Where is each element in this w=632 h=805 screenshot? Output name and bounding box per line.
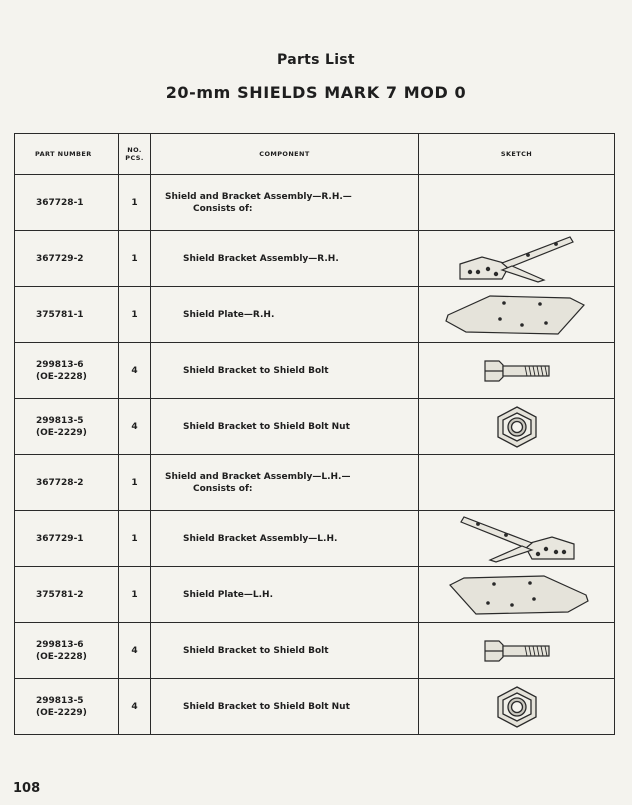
bolt-sketch-icon bbox=[419, 636, 614, 666]
component-cell bbox=[151, 623, 419, 679]
sketch-cell bbox=[419, 623, 615, 679]
pieces-count: 1 bbox=[119, 567, 151, 623]
part-number: 375781-2 bbox=[36, 589, 84, 600]
table-header-row bbox=[15, 134, 615, 175]
component-cell bbox=[151, 343, 419, 399]
header-pcs-line1: NO. bbox=[127, 146, 142, 154]
part-alt-number: (OE-2228) bbox=[36, 371, 87, 382]
part-number-cell bbox=[15, 287, 119, 343]
component-name: Shield Bracket to Shield Bolt bbox=[183, 365, 329, 376]
pieces-count: 1 bbox=[119, 511, 151, 567]
page-number: 108 bbox=[13, 781, 41, 796]
table-row bbox=[15, 231, 615, 287]
part-number: 299813-6 bbox=[36, 639, 84, 650]
component-cell bbox=[151, 679, 419, 735]
header-sketch: SKETCH bbox=[419, 134, 615, 175]
table-row bbox=[15, 623, 615, 679]
component-name: Shield Bracket Assembly—L.H. bbox=[183, 533, 338, 544]
component-name: Shield and Bracket Assembly—L.H.— bbox=[165, 471, 351, 482]
parts-table bbox=[14, 133, 615, 735]
header-part-number: PART NUMBER bbox=[15, 134, 119, 175]
plate-lh-sketch-icon bbox=[419, 573, 614, 617]
part-number-cell bbox=[15, 231, 119, 287]
table-row bbox=[15, 343, 615, 399]
sketch-cell bbox=[419, 231, 615, 287]
sketch-cell bbox=[419, 567, 615, 623]
sketch-cell bbox=[419, 679, 615, 735]
sketch-cell bbox=[419, 343, 615, 399]
part-number-cell bbox=[15, 175, 119, 231]
part-number: 367728-1 bbox=[36, 197, 84, 208]
pieces-count: 1 bbox=[119, 287, 151, 343]
part-number-cell bbox=[15, 399, 119, 455]
part-number: 299813-5 bbox=[36, 695, 84, 706]
part-number-cell bbox=[15, 567, 119, 623]
pieces-count: 4 bbox=[119, 679, 151, 735]
component-name: Shield Bracket to Shield Bolt bbox=[183, 645, 329, 656]
component-name: Shield Bracket to Shield Bolt Nut bbox=[183, 701, 350, 712]
nut-sketch-icon bbox=[419, 405, 614, 449]
component-note: Consists of: bbox=[193, 203, 253, 214]
table-row bbox=[15, 679, 615, 735]
component-cell bbox=[151, 231, 419, 287]
page-title: Parts List bbox=[277, 52, 355, 68]
part-number-cell bbox=[15, 455, 119, 511]
bracket-rh-sketch-icon bbox=[419, 234, 614, 284]
component-cell bbox=[151, 287, 419, 343]
bolt-sketch-icon bbox=[419, 356, 614, 386]
pieces-count: 1 bbox=[119, 231, 151, 287]
part-alt-number: (OE-2228) bbox=[36, 651, 87, 662]
sketch-cell bbox=[419, 511, 615, 567]
sketch-cell bbox=[419, 287, 615, 343]
pieces-count: 4 bbox=[119, 343, 151, 399]
component-cell bbox=[151, 455, 419, 511]
plate-rh-sketch-icon bbox=[419, 293, 614, 337]
component-cell bbox=[151, 567, 419, 623]
pieces-count: 1 bbox=[119, 455, 151, 511]
component-name: Shield Bracket Assembly—R.H. bbox=[183, 253, 339, 264]
table-row bbox=[15, 287, 615, 343]
component-cell bbox=[151, 511, 419, 567]
nut-sketch-icon bbox=[419, 685, 614, 729]
part-number: 299813-5 bbox=[36, 415, 84, 426]
page-subtitle: 20-mm SHIELDS MARK 7 MOD 0 bbox=[165, 83, 467, 102]
table-row bbox=[15, 175, 615, 231]
part-number-cell bbox=[15, 679, 119, 735]
component-name: Shield Bracket to Shield Bolt Nut bbox=[183, 421, 350, 432]
part-number-cell bbox=[15, 511, 119, 567]
pieces-count: 4 bbox=[119, 399, 151, 455]
sketch-cell bbox=[419, 455, 615, 511]
component-cell bbox=[151, 175, 419, 231]
component-name: Shield Plate—R.H. bbox=[183, 309, 275, 320]
table-row bbox=[15, 455, 615, 511]
component-note: Consists of: bbox=[193, 483, 253, 494]
part-number: 367728-2 bbox=[36, 477, 84, 488]
part-alt-number: (OE-2229) bbox=[36, 427, 87, 438]
header-pcs bbox=[119, 134, 151, 175]
part-number: 375781-1 bbox=[36, 309, 84, 320]
part-number-cell bbox=[15, 343, 119, 399]
component-name: Shield Plate—L.H. bbox=[183, 589, 274, 600]
part-alt-number: (OE-2229) bbox=[36, 707, 87, 718]
part-number: 299813-6 bbox=[36, 359, 84, 370]
header-component: COMPONENT bbox=[151, 134, 419, 175]
component-cell bbox=[151, 399, 419, 455]
bracket-lh-sketch-icon bbox=[419, 514, 614, 564]
part-number: 367729-1 bbox=[36, 533, 84, 544]
table-row bbox=[15, 511, 615, 567]
pieces-count: 4 bbox=[119, 623, 151, 679]
part-number: 367729-2 bbox=[36, 253, 84, 264]
table-row bbox=[15, 567, 615, 623]
table-row bbox=[15, 399, 615, 455]
sketch-cell bbox=[419, 399, 615, 455]
header-pcs-line2: PCS. bbox=[125, 154, 144, 162]
part-number-cell bbox=[15, 623, 119, 679]
component-name: Shield and Bracket Assembly—R.H.— bbox=[165, 191, 352, 202]
pieces-count: 1 bbox=[119, 175, 151, 231]
sketch-cell bbox=[419, 175, 615, 231]
